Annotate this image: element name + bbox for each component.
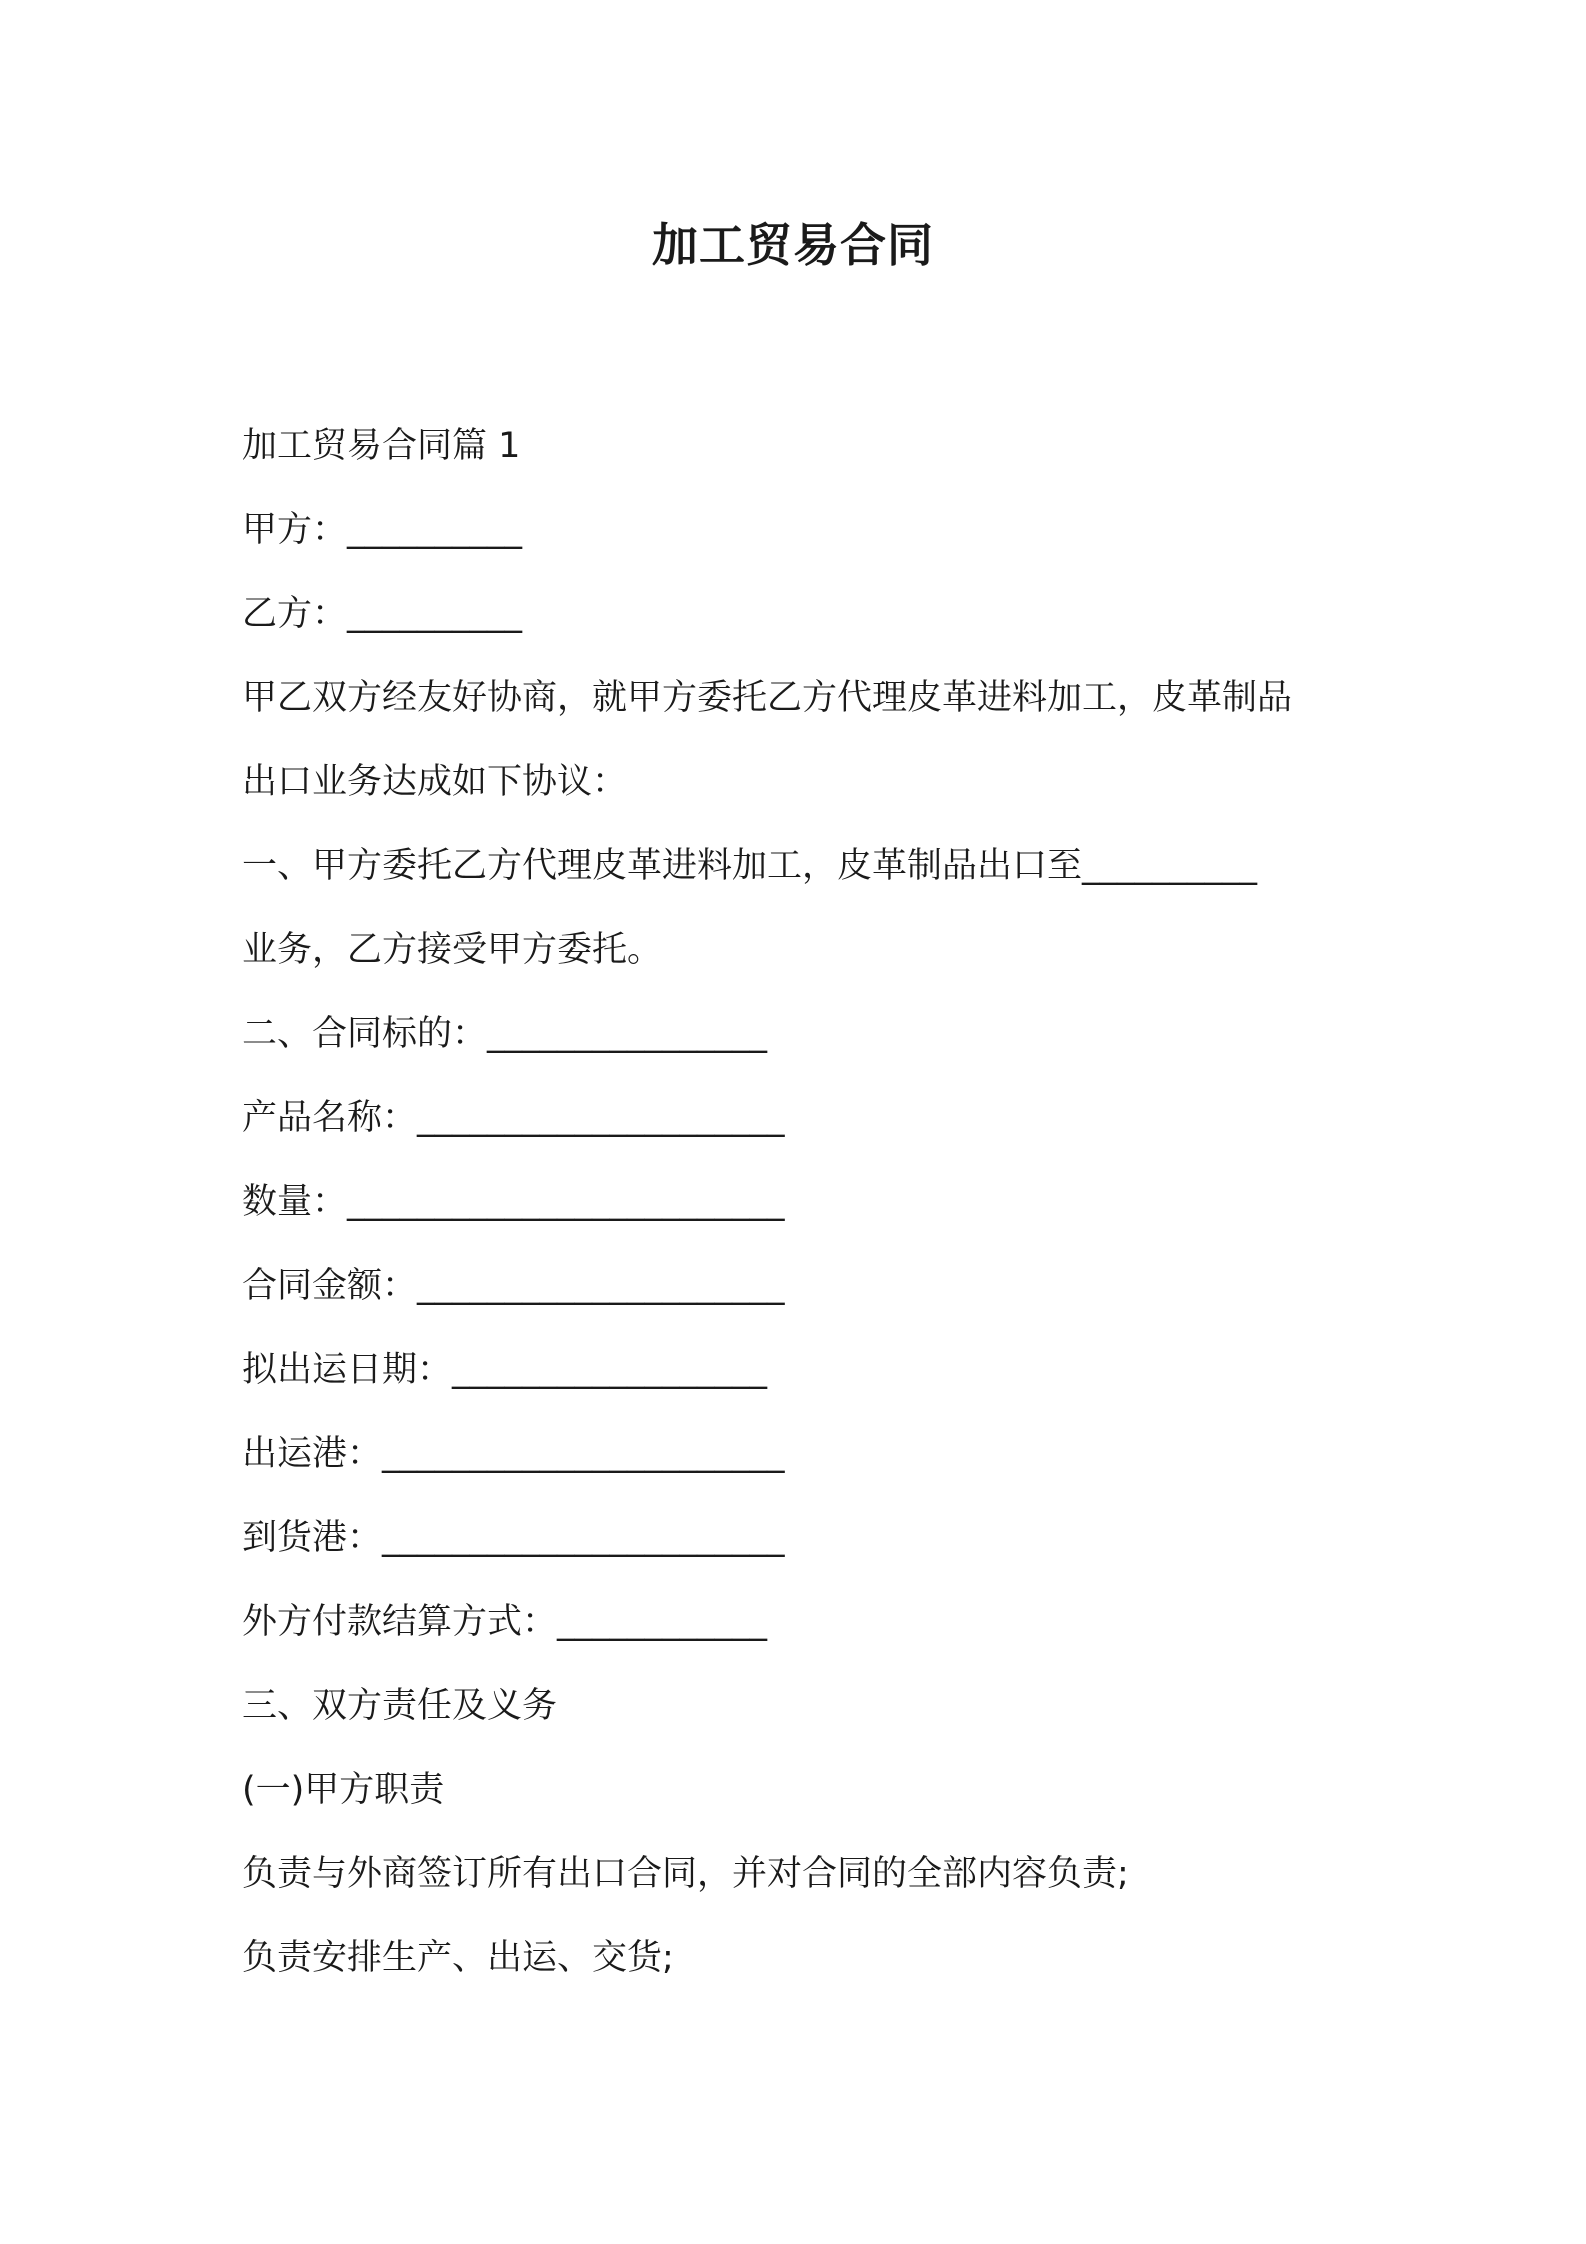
clause-one-line: 业务，乙方接受甲方委托。 [242, 930, 663, 970]
duty-item: 负责安排生产、出运、交货; [242, 1938, 674, 1978]
document-title: 加工贸易合同 [652, 218, 934, 272]
quantity-field: 数量：_________________________ [242, 1182, 785, 1222]
shipping-date-field: 拟出运日期：__________________ [242, 1350, 768, 1390]
subsection-heading: (一)甲方职责 [242, 1770, 445, 1810]
clause-three-heading: 三、双方责任及义务 [242, 1686, 558, 1726]
document-body [242, 404, 1392, 2000]
paragraph-line: 出口业务达成如下协议： [242, 762, 628, 802]
product-name-field: 产品名称：_____________________ [242, 1098, 785, 1138]
paragraph-line: 甲乙双方经友好协商，就甲方委托乙方代理皮革进料加工，皮革制品 [242, 678, 1293, 718]
duty-item: 负责与外商签订所有出口合同，并对合同的全部内容负责; [242, 1854, 1129, 1894]
clause-two-heading: 二、合同标的：________________ [242, 1014, 768, 1054]
arrival-port-field: 到货港：_______________________ [242, 1518, 785, 1558]
departure-port-field: 出运港：_______________________ [242, 1434, 785, 1474]
payment-method-field: 外方付款结算方式：____________ [242, 1602, 768, 1642]
party-b-field: 乙方：__________ [242, 594, 523, 634]
section-heading: 加工贸易合同篇 1 [242, 426, 521, 466]
clause-one-line: 一、甲方委托乙方代理皮革进料加工，皮革制品出口至__________ [242, 846, 1258, 886]
party-a-field: 甲方：__________ [242, 510, 523, 550]
contract-amount-field: 合同金额：_____________________ [242, 1266, 785, 1306]
